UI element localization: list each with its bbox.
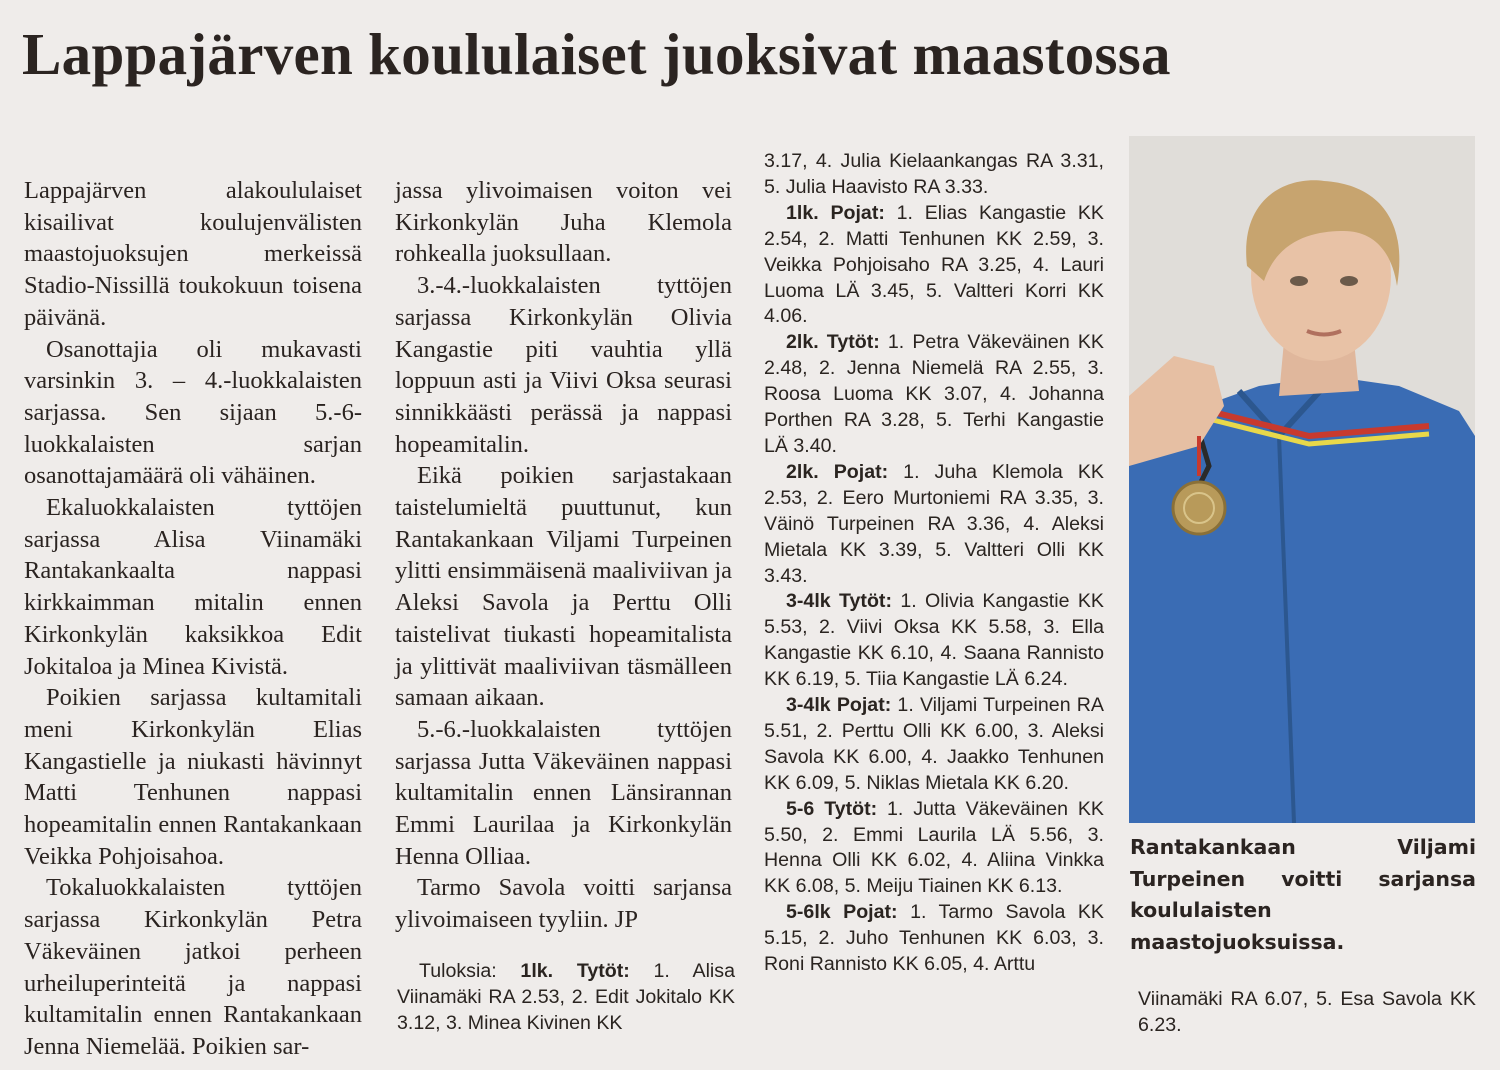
- paragraph: Lappajärven alakoululaiset kisailivat koulujenvälisten maastojuoksujen merkeissä Stadio-Nissillä toukokuun toisena päivänä.: [24, 177, 362, 331]
- photo-boy-with-medal: [1129, 136, 1475, 823]
- article-column-1: [24, 175, 362, 1063]
- results-category: 2lk. Pojat:: [786, 460, 889, 483]
- results-entry: [764, 589, 1104, 693]
- paragraph: 3.-4.-luokkalaisten tyttöjen sarjassa Kirkonkylän Olivia Kangastie piti vauhtia yllä loppuun asti ja Viivi Oksa seurasi sinnikkäästi perässä ja nappasi hopeamitalin.: [395, 272, 732, 458]
- article-column-2: [395, 175, 732, 936]
- results-entry: [397, 959, 735, 1037]
- paragraph: Ekaluokkalaisten tyttöjen sarjassa Alisa Viinamäki Rantakankaalta nappasi kirkkaimman mitalin ennen Kirkonkylän kaksikkoa Edit Jokitaloa ja Minea Kivistä.: [24, 494, 362, 680]
- results-entry: [764, 693, 1104, 797]
- results-text: 1. Juha Klemola KK 2.53, 2. Eero Murtoniemi RA 3.35, 3. Väinö Turpeinen RA 3.36, 4. Aleksi Mietala KK 3.39, 5. Valtteri Olli KK 3.43.: [764, 460, 1104, 587]
- paragraph: 5.-6.-luokkalaisten tyttöjen sarjassa Jutta Väkeväinen nappasi kultamitalin ennen Länsirannan Emmi Laurilaa ja Kirkonkylän Henna Olliaa.: [395, 715, 732, 870]
- results-category: 5-6 Tytöt:: [786, 797, 878, 820]
- results-entry: [764, 900, 1104, 978]
- results-text: 1. Elias Kangastie KK 2.54, 2. Matti Tenhunen KK 2.59, 3. Veikka Pohjoisaho RA 3.25, 4. Lauri Luoma LÄ 3.45, 5. Valtteri Korri KK 4.06.: [764, 201, 1104, 328]
- results-category: 3-4lk Tytöt:: [786, 590, 892, 613]
- results-entry: [764, 330, 1104, 460]
- results-text: 1. Tarmo Savola KK 5.15, 2. Juho Tenhunen KK 6.03, 3. Roni Rannisto KK 6.05, 4. Arttu: [764, 901, 1104, 976]
- results-label: Tuloksia:: [419, 960, 497, 982]
- results-category: 5-6lk Pojat:: [786, 901, 898, 924]
- results-text: 1. Olivia Kangastie KK 5.53, 2. Viivi Oksa KK 5.58, 3. Ella Kangastie KK 6.10, 4. Saana Rannisto KK 6.19, 5. Tiia Kangastie LÄ 6.24.: [764, 590, 1104, 691]
- results-text: 1. Petra Väkeväinen KK 2.48, 2. Jenna Niemelä RA 2.55, 3. Roosa Luoma KK 3.07, 4. Johanna Porthen RA 3.28, 5. Terhi Kangastie LÄ 3.40.: [764, 331, 1104, 457]
- results-entry: [764, 797, 1104, 901]
- results-entry: [764, 460, 1104, 590]
- paragraph: jassa ylivoimaisen voiton vei Kirkonkylän Juha Klemola rohkealla juoksullaan.: [395, 177, 732, 268]
- paragraph: Eikä poikien sarjastakaan taistelumieltä puuttunut, kun Rantakankaan Viljami Turpeinen ylitti ensimmäisenä maaliviivan ja Aleksi Savola ja Perttu Olli taistelivat tiukasti hopeamitalista ja ylittivät maaliviivan täsmälleen samaan aikaan.: [395, 462, 732, 712]
- results-start: [397, 959, 735, 1037]
- results-text: 3.17, 4. Julia Kielaankangas RA 3.31, 5. Julia Haavisto RA 3.33.: [764, 150, 1104, 198]
- results-text: 1. Alisa Viinamäki RA 2.53, 2. Edit Jokitalo KK 3.12, 3. Minea Kivinen KK: [397, 960, 735, 1034]
- paragraph: Tokaluokkalaisten tyttöjen sarjassa Kirkonkylän Petra Väkeväinen jatkoi perheen urheiluperinteitä ja nappasi kultamitalin ennen Rantakankaan Jenna Niemelää. Poikien sar-: [24, 874, 362, 1060]
- paragraph: Poikien sarjassa kultamitali meni Kirkonkylän Elias Kangastielle ja niukasti hävinnyt Matti Tenhunen nappasi hopeamitalin ennen Rantakankaan Veikka Pohjoisahoa.: [24, 684, 362, 870]
- results-text: Viinamäki RA 6.07, 5. Esa Savola KK 6.23.: [1138, 988, 1476, 1036]
- results-text: 1. Jutta Väkeväinen KK 5.50, 2. Emmi Laurila LÄ 5.56, 3. Henna Olli KK 6.02, 4. Aliina Vinkka KK 6.08, 5. Meiju Tiainen KK 6.13.: [764, 797, 1104, 898]
- paragraph: Osanottajia oli mukavasti varsinkin 3. – 4.-luokkalaisten sarjassa. Sen sijaan 5.-6-luokkalaisten sarjan osanottajamäärä oli vähäinen.: [24, 335, 362, 490]
- photo-illustration: [1129, 136, 1475, 823]
- results-entry: [764, 201, 1104, 331]
- results-category: 1lk. Pojat:: [786, 201, 885, 224]
- photo-caption: Rantakankaan Viljami Turpeinen voitti sarjansa koululaisten maastojuoksuissa.: [1130, 835, 1476, 954]
- results-category: 3-4lk Pojat:: [786, 694, 892, 717]
- results-column: [764, 149, 1104, 978]
- results-text: 1. Viljami Turpeinen RA 5.51, 2. Perttu Olli KK 6.00, 3. Aleksi Savola KK 6.00, 4. Jaakko Tenhunen KK 6.09, 5. Niklas Mietala KK 6.20.: [764, 694, 1104, 794]
- results-category: 1lk. Tytöt:: [520, 960, 630, 982]
- headline: Lappajärven koululaiset juoksivat maastossa: [22, 21, 1171, 87]
- paragraph: Tarmo Savola voitti sarjansa ylivoimaiseen tyyliin. JP: [395, 874, 732, 934]
- results-category: 2lk. Tytöt:: [786, 331, 880, 354]
- results-tail: [1138, 987, 1476, 1039]
